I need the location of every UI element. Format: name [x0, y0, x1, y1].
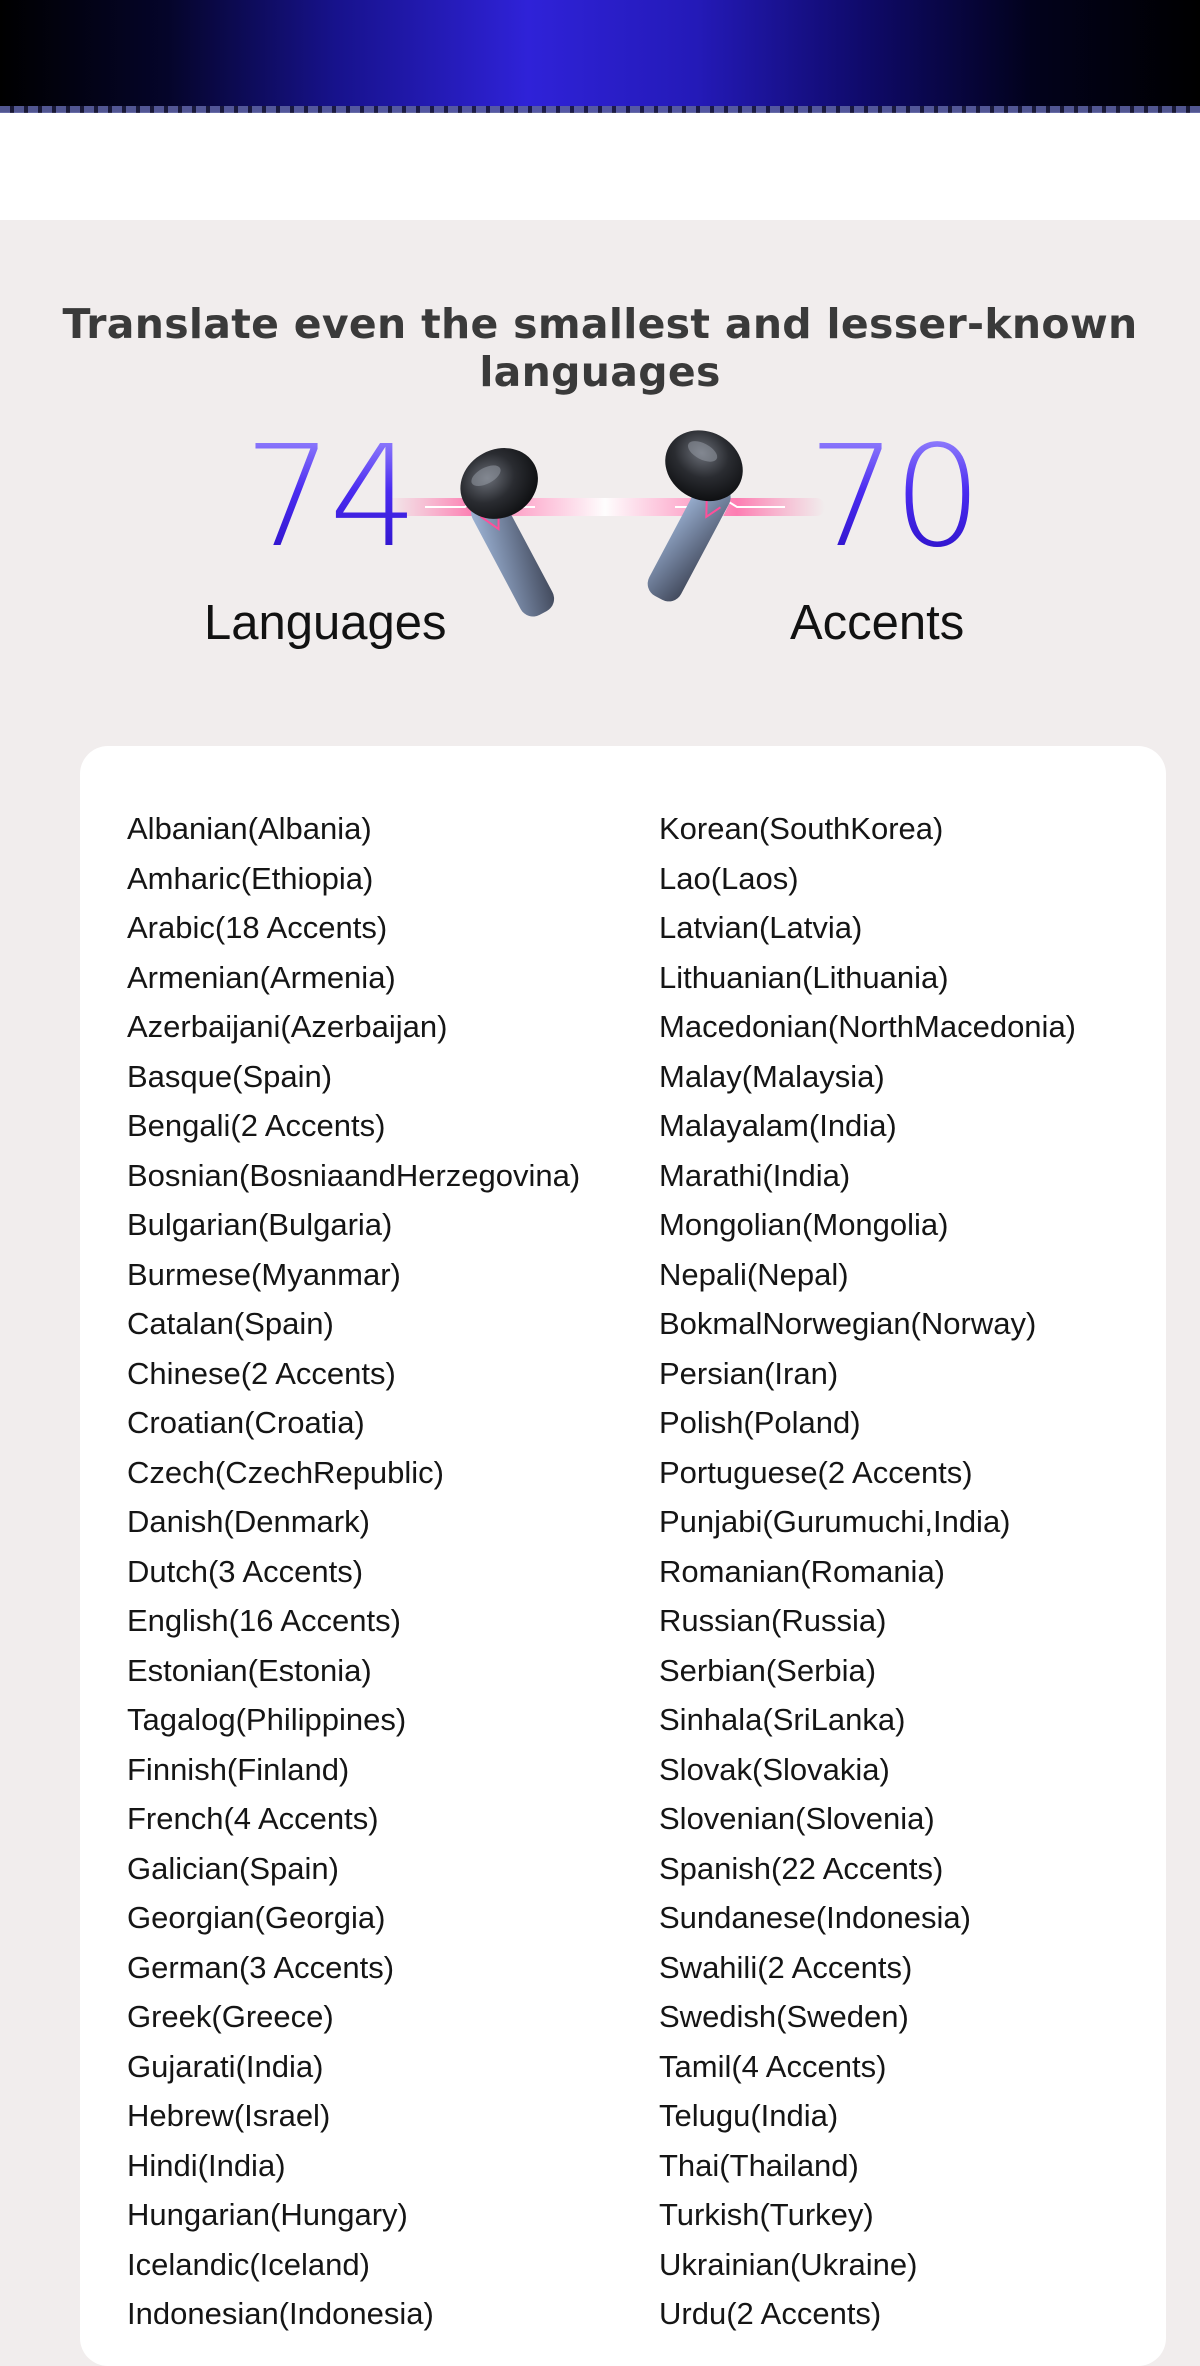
language-item: Czech(CzechRepublic): [127, 1454, 445, 1490]
language-item: Ukrainian(Ukraine): [659, 2246, 918, 2282]
language-item: Nepali(Nepal): [659, 1256, 849, 1292]
language-item: Slovak(Slovakia): [659, 1751, 890, 1787]
language-item: Croatian(Croatia): [127, 1405, 365, 1440]
language-item: Indonesian(Indonesia): [127, 2296, 434, 2331]
language-item: Estonian(Estonia): [127, 1652, 372, 1688]
language-item: Malayalam(India): [659, 1108, 897, 1143]
language-item: Turkish(Turkey): [659, 2197, 874, 2232]
language-item: Sundanese(Indonesia): [659, 1900, 971, 1935]
language-item: Azerbaijani(Azerbaijan): [127, 1009, 448, 1044]
headline: Translate even the smallest and lesser-known languages: [62, 300, 1138, 396]
language-item: Hebrew(Israel): [127, 2098, 331, 2133]
left-earbud: [448, 435, 598, 622]
language-item: Catalan(Spain): [127, 1306, 334, 1341]
language-item: Macedonian(NorthMacedonia): [659, 1009, 1077, 1044]
language-item: Urdu(2 Accents): [659, 2296, 882, 2331]
accents-label: Accents: [790, 596, 965, 650]
language-item: Tagalog(Philippines): [127, 1702, 407, 1737]
language-column-right: [659, 804, 1076, 2339]
language-item: Marathi(India): [659, 1157, 851, 1193]
languages-count: 74: [244, 416, 415, 579]
language-item: Bengali(2 Accents): [127, 1108, 386, 1143]
language-item: Chinese(2 Accents): [127, 1355, 396, 1391]
language-item: Icelandic(Iceland): [127, 2246, 370, 2282]
spacer-strip: [0, 113, 1200, 220]
language-item: Thai(Thailand): [659, 2147, 859, 2183]
language-item: Mongolian(Mongolia): [659, 1207, 949, 1242]
language-item: English(16 Accents): [127, 1603, 401, 1638]
language-item: Amharic(Ethiopia): [127, 860, 374, 896]
language-item: Bulgarian(Bulgaria): [127, 1207, 393, 1242]
languages-label: Languages: [204, 596, 447, 650]
language-item: Gujarati(India): [127, 2048, 324, 2084]
accents-count: 70: [808, 416, 979, 579]
language-item: Telugu(India): [659, 2098, 839, 2133]
language-item: French(4 Accents): [127, 1801, 379, 1836]
language-item: Finnish(Finland): [127, 1751, 350, 1787]
language-item: Hindi(India): [127, 2147, 286, 2183]
language-item: Armenian(Armenia): [127, 959, 396, 995]
language-item: Punjabi(Gurumuchi,India): [659, 1504, 1011, 1539]
language-item: Hungarian(Hungary): [127, 2197, 408, 2232]
language-item: Portuguese(2 Accents): [659, 1454, 973, 1490]
language-item: Bosnian(BosniaandHerzegovina): [127, 1157, 581, 1193]
language-item: Slovenian(Slovenia): [659, 1801, 935, 1836]
language-item: Galician(Spain): [127, 1850, 339, 1886]
language-item: Malay(Malaysia): [659, 1058, 885, 1094]
language-item: Burmese(Myanmar): [127, 1256, 401, 1292]
language-item: Swedish(Sweden): [659, 1999, 909, 2034]
language-item: Swahili(2 Accents): [659, 1949, 913, 1985]
language-item: Russian(Russia): [659, 1603, 887, 1638]
language-item: BokmalNorwegian(Norway): [659, 1306, 1037, 1341]
earbuds-image: [385, 410, 825, 630]
language-item: Lithuanian(Lithuania): [659, 959, 949, 995]
language-item: Georgian(Georgia): [127, 1900, 386, 1935]
language-item: Romanian(Romania): [659, 1553, 946, 1589]
language-item: Tamil(4 Accents): [659, 2048, 887, 2084]
language-item: Persian(Iran): [659, 1355, 839, 1391]
language-item: Albanian(Albania): [127, 811, 372, 846]
language-item: Spanish(22 Accents): [659, 1850, 944, 1886]
language-item: Arabic(18 Accents): [127, 910, 388, 945]
top-banner: [0, 0, 1200, 112]
language-item: Serbian(Serbia): [659, 1652, 877, 1688]
language-item: Latvian(Latvia): [659, 910, 863, 945]
language-item: Dutch(3 Accents): [127, 1553, 364, 1589]
language-item: Lao(Laos): [659, 860, 799, 896]
language-item: Polish(Poland): [659, 1405, 861, 1440]
language-item: Greek(Greece): [127, 1999, 334, 2034]
language-item: Basque(Spain): [127, 1058, 333, 1094]
language-item: Korean(SouthKorea): [659, 811, 944, 846]
language-item: Danish(Denmark): [127, 1504, 370, 1539]
language-column-left: [127, 804, 580, 2339]
banner-edge: [0, 106, 1200, 113]
language-item: German(3 Accents): [127, 1949, 395, 1985]
language-item: Sinhala(SriLanka): [659, 1702, 906, 1737]
